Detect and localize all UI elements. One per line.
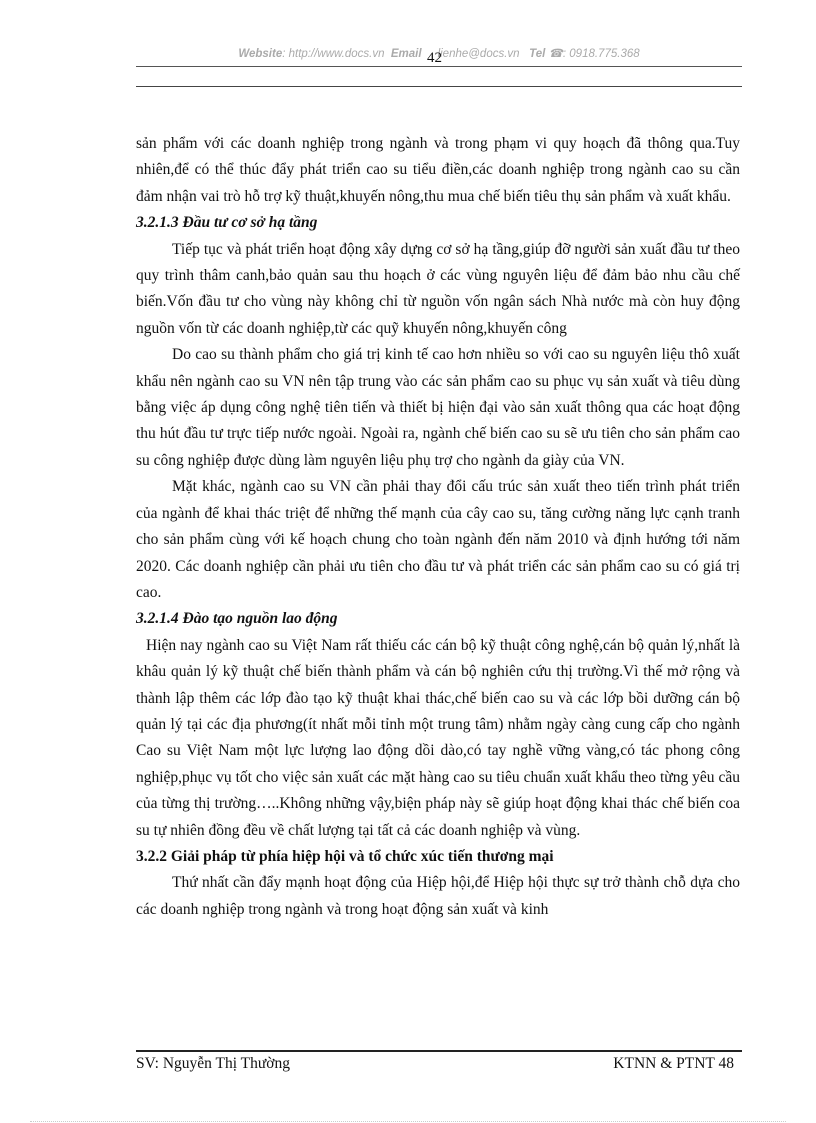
header-rule-lower	[136, 86, 742, 87]
header-rule	[136, 66, 742, 67]
paragraph-continuation: sản phẩm với các doanh nghiệp trong ngành và trong phạm vi quy hoạch đã thông qua.Tuy nhiên,để có thể thúc đẩy phát triển cao su tiểu điền,các doanh nghiệp trong ngành cao su cần đảm nhận vai trò hỗ trợ kỹ thuật,khuyến nông,thu mua chế biến tiêu thụ sản phẩm và xuất khẩu.	[136, 135, 740, 205]
paragraph: Thứ nhất cần đẩy mạnh hoạt động của Hiệp hội,để Hiệp hội thực sự trở thành chỗ dựa cho các doanh nghiệp trong ngành và trong hoạt động sản xuất và kinh	[136, 874, 740, 918]
paragraph: Do cao su thành phẩm cho giá trị kinh tế cao hơn nhiều so với cao su nguyên liệu thô xuất khẩu nên ngành cao su VN nên tập trung vào các sản phẩm cao su phục vụ sản xuất và tiêu dùng bằng việc áp dụng công nghệ tiên tiến và thiết bị hiện đại vào sản xuất thông qua các hoạt động thu hút đầu tư trực tiếp nước ngoài. Ngoài ra, ngành chế biến cao su sẽ ưu tiên cho sản phẩm cao su công nghiệp được dùng làm nguyên liệu phụ trợ cho ngành da giày của VN.	[136, 346, 740, 469]
footer-rule	[136, 1050, 742, 1052]
paragraph: Tiếp tục và phát triển hoạt động xây dựng cơ sở hạ tầng,giúp đỡ người sản xuất đầu tư theo quy trình thâm canh,bảo quản sau thu hoạch ở các vùng nguyên liệu để đảm bảo nhu cầu chế biến.Vốn đầu tư cho vùng này không chỉ từ nguồn vốn ngân sách Nhà nước mà còn huy động nguồn vốn từ các doanh nghiệp,từ các quỹ khuyến nông,khuyến công	[136, 240, 740, 337]
section-heading-3-2-2: 3.2.2 Giải pháp từ phía hiệp hội và tổ chức xúc tiến thương mại	[136, 847, 554, 865]
paragraph: Hiện nay ngành cao su Việt Nam rất thiếu các cán bộ kỹ thuật công nghệ,cán bộ quản lý,nhất là khâu quản lý kỹ thuật chế biến thành phẩm và cán bộ nghiên cứu thị trường.Vì thế mở rộng và thành lập thêm các lớp đào tạo kỹ thuật khai thác,chế biến cao su và các lớp bồi dưỡng cán bộ quản lý tại các địa phương(ít nhất mỗi tỉnh một trung tâm) nhằm ngày càng cung cấp cho ngành Cao su Việt Nam một lực lượng lao động dồi dào,có tay nghề vững vàng,có tác phong công nghiệp,phục vụ tốt cho việc sản xuất các mặt hàng cao su tiêu chuẩn xuất khẩu theo từng yêu cầu của từng thị trường…..Không những vậy,biện pháp này sẽ giúp hoạt động khai thác chế biến coa su tự nhiên đồng đều về chất lượng tại tất cả các doanh nghiệp và vùng.	[136, 636, 740, 839]
website-label: Website	[238, 48, 283, 60]
page-edge-dots	[30, 1121, 786, 1122]
email-label: Email	[390, 48, 422, 60]
section-heading-3-2-1-4: 3.2.1.4 Đào tạo nguồn lao động	[136, 610, 338, 628]
footer-student: SV: Nguyễn Thị Thường	[136, 1055, 290, 1072]
tel-value: : 0918.775.368	[562, 48, 640, 60]
paragraph: Mặt khác, ngành cao su VN cần phải thay đổi cấu trúc sản xuất theo tiến trình phát triển của ngành để khai thác triệt để những thế mạnh của cây cao su, tăng cường năng lực cạnh tranh cho sản phẩm cùng với kế hoạch chung cho toàn ngành đến năm 2010 và định hướng tới năm 2020. Các doanh nghiệp cần phải ưu tiên cho đầu tư và phát triển các sản phẩm cao su có giá trị cao.	[136, 478, 740, 601]
document-body	[136, 131, 740, 923]
tel-label: Tel	[529, 48, 546, 60]
website-value[interactable]: : http://www.docs.vn	[282, 48, 385, 60]
section-heading-3-2-1-3: 3.2.1.3 Đầu tư cơ sở hạ tầng	[136, 214, 318, 232]
email-value[interactable]: lienhe@docs.vn	[437, 48, 520, 60]
phone-icon: ☎	[548, 48, 563, 60]
footer-class-page: KTNN & PTNT 48	[613, 1055, 734, 1072]
page-number: 42	[427, 50, 442, 66]
